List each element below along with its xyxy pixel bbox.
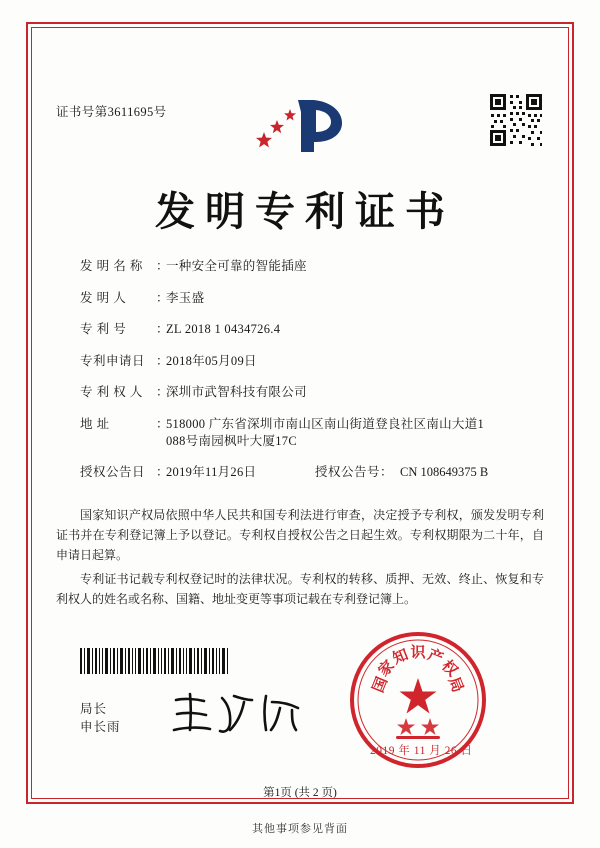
grant-date-value: 2019年11月26日 xyxy=(166,465,257,479)
invention-name-value: 一种安全可靠的智能插座 xyxy=(166,259,307,273)
patent-number-value: ZL 2018 1 0434726.4 xyxy=(166,322,281,336)
svg-text:局: 局 xyxy=(444,674,468,695)
patent-number-label: 专 利 号 xyxy=(80,322,127,336)
colon-7: ： xyxy=(156,465,169,479)
barcode-icon xyxy=(80,648,228,674)
certificate-fields xyxy=(80,258,532,496)
svg-text:权: 权 xyxy=(438,656,462,680)
colon-1: ： xyxy=(156,259,169,273)
page-title: 发明专利证书 xyxy=(155,188,455,235)
field-patent-number xyxy=(80,321,532,338)
colon-3: ： xyxy=(156,322,169,336)
address-value xyxy=(166,416,532,450)
field-application-date xyxy=(80,353,532,370)
field-address xyxy=(80,416,532,450)
colon-4: ： xyxy=(156,353,169,368)
svg-text:家: 家 xyxy=(374,656,398,680)
svg-text:识: 识 xyxy=(410,643,426,661)
body-paragraph-2: 专利证书记载专利权登记时的法律状况。专利权的转移、质押、无效、终止、恢复和专利权人的姓名或名称、国籍、地址变更等事项记载在专利登记簿上。 xyxy=(56,572,544,606)
body-paragraph-1: 国家知识产权局依照中华人民共和国专利法进行审查，决定授予专利权，颁发发明专利证书并在专利登记簿上予以登记。专利权自授权公告之日起生效。专利权期限为二十年，自申请日起算。 xyxy=(56,508,544,562)
field-invention-name xyxy=(80,258,532,275)
colon-8: ： xyxy=(380,465,393,479)
address-line-2: 088号南园枫叶大厦17C xyxy=(166,433,297,448)
certificate-body xyxy=(56,505,544,613)
handwritten-signature-icon xyxy=(168,690,308,738)
director-name: 申长雨 xyxy=(80,720,121,734)
field-grant-date xyxy=(80,464,296,481)
qr-code-icon xyxy=(488,92,544,148)
patentee-value: 深圳市武智科技有限公司 xyxy=(166,385,307,399)
svg-text:国: 国 xyxy=(368,674,392,695)
svg-text:知: 知 xyxy=(390,645,411,668)
colon-6: ： xyxy=(156,416,169,431)
grant-number-label: 授权公告号 xyxy=(314,465,380,479)
field-inventor xyxy=(80,290,532,307)
footer-note: 其他事项参见背面 xyxy=(252,823,348,835)
inventor-value: 李玉盛 xyxy=(166,290,205,305)
colon-2: ： xyxy=(156,290,169,305)
director-block xyxy=(80,700,121,736)
director-title: 局长 xyxy=(80,702,108,716)
application-date-label: 专利申请日 xyxy=(80,353,146,368)
patentee-label: 专 利 权 人 xyxy=(80,385,143,399)
seal-date: 2019 年 11 月 26 日 xyxy=(370,745,473,757)
grant-date-label: 授权公告日 xyxy=(80,465,146,479)
certificate-number: 证书号第3611695号 xyxy=(56,105,167,119)
field-patentee xyxy=(80,384,532,401)
invention-name-label: 发 明 名 称 xyxy=(80,259,143,273)
cnipa-logo-icon xyxy=(248,92,352,160)
address-label: 地 址 xyxy=(80,416,110,431)
svg-text:产: 产 xyxy=(425,645,446,668)
application-date-value: 2018年05月09日 xyxy=(166,353,257,368)
inventor-label: 发 明 人 xyxy=(80,290,127,305)
address-line-1: 518000 广东省深圳市南山区南山街道登良社区南山大道1 xyxy=(166,416,485,431)
colon-5: ： xyxy=(156,385,169,399)
page-number: 第1页 (共 2 页) xyxy=(263,787,337,799)
field-grant-row xyxy=(80,464,532,481)
grant-number-value: CN 108649375 B xyxy=(400,465,489,479)
